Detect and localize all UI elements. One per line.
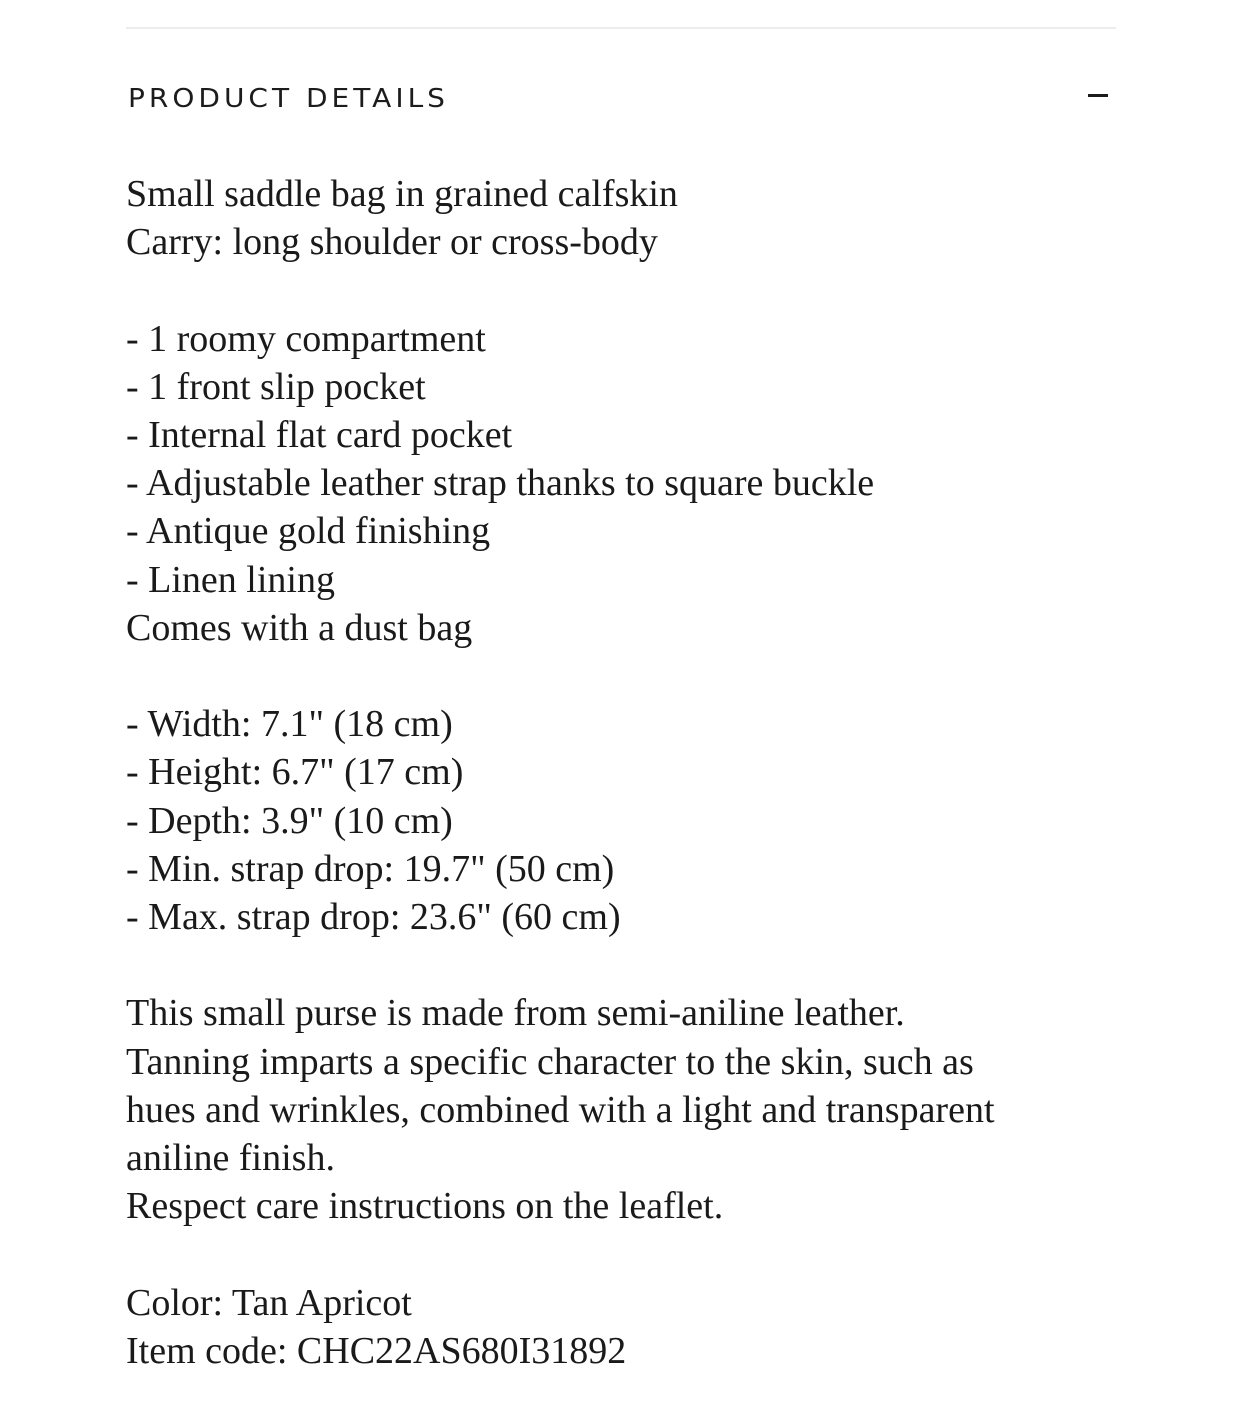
color-line: Color: Tan Apricot [126, 1281, 412, 1324]
dimension-item: - Height: 6.7" (17 cm) [126, 751, 464, 794]
feature-item: - Antique gold finishing [126, 510, 491, 553]
spacer [126, 652, 1116, 700]
intro-line: Small saddle bag in grained calfskin [126, 173, 678, 215]
spacer [126, 941, 1116, 989]
material-line: This small purse is made from semi-aniline leather. [126, 992, 905, 1035]
collapse-button[interactable] [1088, 80, 1108, 110]
minus-icon [1088, 94, 1108, 97]
extras-line: Comes with a dust bag [126, 606, 473, 649]
dimension-item: - Depth: 3.9" (10 cm) [126, 799, 453, 842]
product-details-header[interactable] [126, 78, 1116, 122]
material-line: Respect care instructions on the leaflet. [126, 1185, 724, 1228]
section-title: PRODUCT DETAILS [128, 82, 449, 114]
material-line: hues and wrinkles, combined with a light and transparent [126, 1088, 995, 1131]
product-details-content [126, 170, 1116, 1375]
intro-line: Carry: long shoulder or cross-body [126, 221, 658, 264]
material-line: Tanning imparts a specific character to the skin, such as [126, 1040, 974, 1083]
feature-item: - Linen lining [126, 558, 335, 601]
material-line: aniline finish. [126, 1137, 335, 1180]
dimension-item: - Max. strap drop: 23.6" (60 cm) [126, 896, 621, 939]
item-code-line: Item code: CHC22AS680I31892 [126, 1329, 627, 1372]
top-divider [126, 27, 1116, 29]
feature-item: - Adjustable leather strap thanks to square buckle [126, 462, 875, 505]
feature-item: - 1 roomy compartment [126, 317, 486, 360]
spacer [126, 1230, 1116, 1278]
dimension-item: - Width: 7.1" (18 cm) [126, 703, 453, 746]
dimension-item: - Min. strap drop: 19.7" (50 cm) [126, 847, 615, 890]
feature-item: - Internal flat card pocket [126, 414, 513, 456]
feature-item: - 1 front slip pocket [126, 365, 426, 408]
spacer [126, 266, 1116, 314]
